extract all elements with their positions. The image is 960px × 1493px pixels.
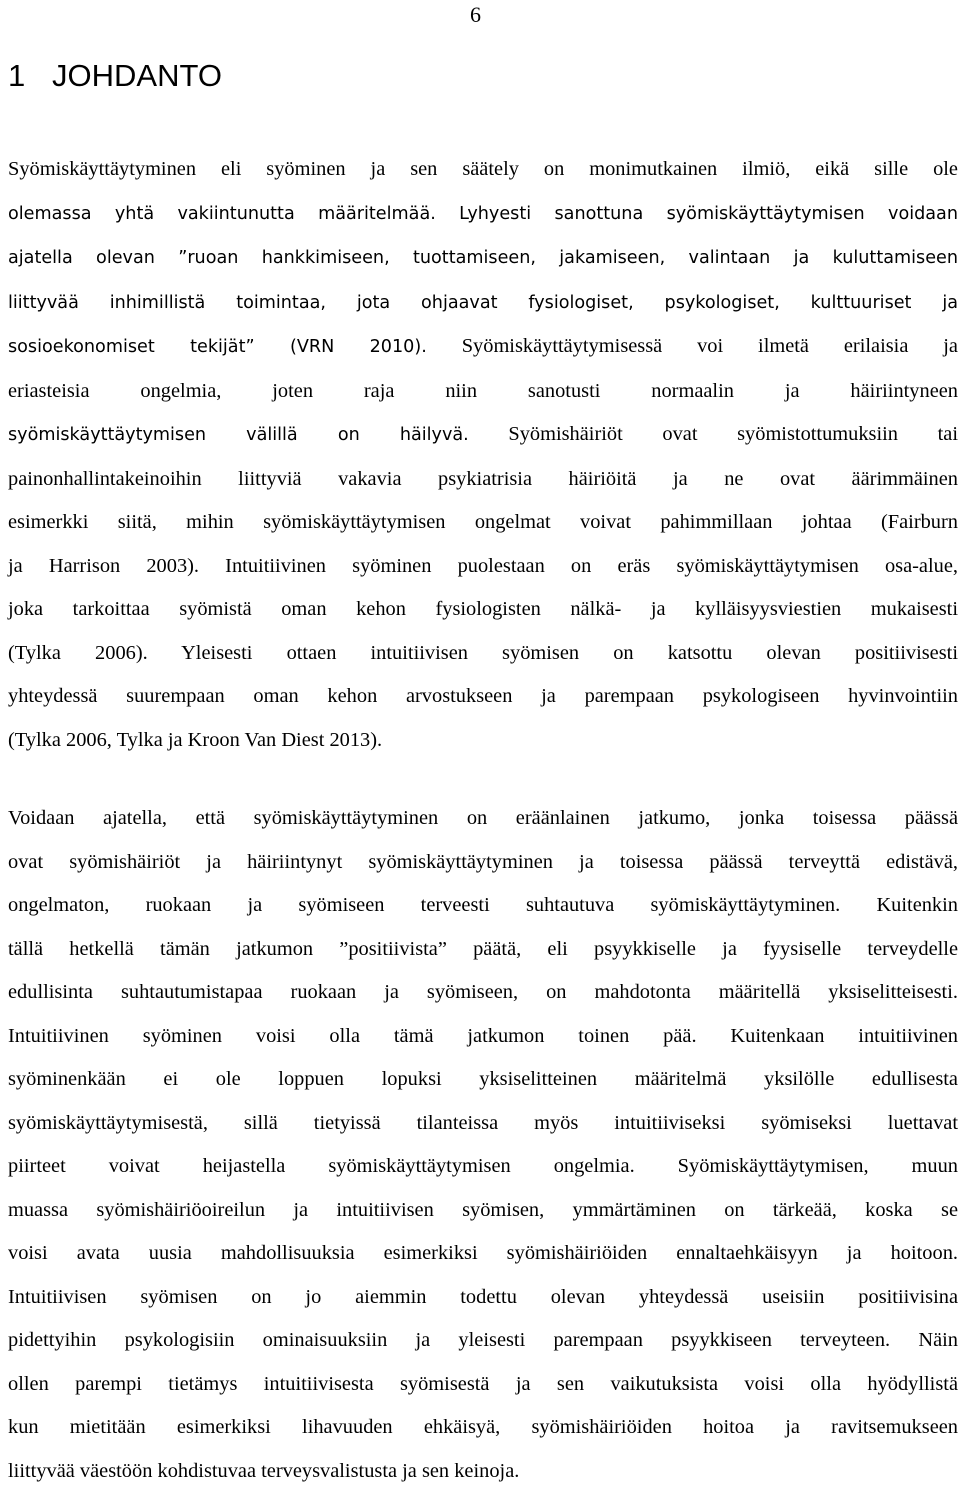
text-line bbox=[8, 588, 958, 632]
text-segment: ovat syömishäiriöt ja häiriintynyt syömiskäyttäytyminen ja toisessa päässä terveyttä edistävä, bbox=[8, 851, 958, 873]
text-line bbox=[8, 841, 958, 885]
text-line bbox=[8, 719, 958, 763]
text-line bbox=[8, 325, 958, 370]
text-segment: Syömiskäyttäytymisessä voi ilmetä erilaisia ja bbox=[427, 335, 958, 357]
text-segment: voisi avata uusia mahdollisuuksia esimerkiksi syömishäiriöiden ennaltaehkäisyyn ja hoitoon. bbox=[8, 1242, 958, 1264]
text-segment: ajatella olevan ”ruoan hankkimiseen, tuottamiseen, jakamiseen, valintaan ja kuluttamiseen bbox=[8, 248, 958, 268]
text-segment: ja Harrison 2003). Intuitiivinen syöminen puolestaan on eräs syömiskäyttäytymisen osa-alue, bbox=[8, 555, 958, 577]
text-segment: Intuitiivisen syömisen on jo aiemmin todettu olevan yhteydessä useisiin positiivisina bbox=[8, 1286, 958, 1308]
text-line bbox=[8, 501, 958, 545]
text-line bbox=[8, 458, 958, 502]
text-segment: esimerkki siitä, mihin syömiskäyttäytymisen ongelmat voivat pahimmillaan johtaa (Fairburn bbox=[8, 511, 958, 533]
text-line bbox=[8, 370, 958, 414]
text-line bbox=[8, 1363, 958, 1407]
text-segment: liittyvää inhimillistä toimintaa, jota ohjaavat fysiologiset, psykologiset, kulttuuriset ja bbox=[8, 293, 958, 313]
text-line bbox=[8, 1145, 958, 1189]
text-segment: joka tarkoittaa syömistä oman kehon fysiologisten nälkä- ja kylläisyysviestien mukaisesti bbox=[8, 598, 958, 620]
text-line bbox=[8, 1450, 958, 1493]
text-segment: Syömiskäyttäytyminen eli syöminen ja sen säätely on monimutkainen ilmiö, eikä sille ole bbox=[8, 158, 958, 180]
text-segment: ollen parempi tietämys intuitiivisesta syömisestä ja sen vaikutuksista voisi olla hyödyllistä bbox=[8, 1373, 958, 1395]
text-line bbox=[8, 797, 958, 841]
text-line bbox=[8, 1232, 958, 1276]
text-line bbox=[8, 148, 958, 192]
text-line bbox=[8, 928, 958, 972]
text-segment: syömiskäyttäytymisestä, sillä tietyissä tilanteissa myös intuitiiviseksi syömiseksi luettavat bbox=[8, 1112, 958, 1134]
text-segment: Intuitiivinen syöminen voisi olla tämä jatkumon toinen pää. Kuitenkaan intuitiivinen bbox=[8, 1025, 958, 1047]
text-segment: olemassa yhtä vakiintunutta määritelmää. Lyhyesti sanottuna syömiskäyttäytymisen voidaan bbox=[8, 204, 958, 224]
paragraph-1 bbox=[8, 148, 958, 762]
text-line bbox=[8, 281, 958, 326]
text-line bbox=[8, 884, 958, 928]
text-segment: pidettyihin psykologisiin ominaisuuksiin ja yleisesti parempaan psyykkiseen terveyteen. Näin bbox=[8, 1329, 958, 1351]
text-segment: sosioekonomiset tekijät” (VRN 2010). bbox=[8, 337, 427, 357]
text-segment: kun mietitään esimerkiksi lihavuuden ehkäisyä, syömishäiriöiden hoitoa ja ravitsemukseen bbox=[8, 1416, 958, 1438]
text-line bbox=[8, 1058, 958, 1102]
page-number: 6 bbox=[470, 2, 481, 28]
chapter-title: JOHDANTO bbox=[52, 58, 222, 93]
text-line bbox=[8, 1015, 958, 1059]
text-segment: syömiskäyttäytymisen välillä on häilyvä. bbox=[8, 425, 469, 445]
text-segment: painonhallintakeinoihin liittyviä vakavia psykiatrisia häiriöitä ja ne ovat äärimmäinen bbox=[8, 468, 958, 490]
text-segment: liittyvää väestöön kohdistuvaa terveysvalistusta ja sen keinoja. bbox=[8, 1460, 519, 1482]
text-line bbox=[8, 236, 958, 281]
text-line bbox=[8, 971, 958, 1015]
chapter-heading bbox=[8, 56, 222, 96]
paragraph-2 bbox=[8, 797, 958, 1493]
chapter-number: 1 bbox=[8, 56, 52, 96]
text-line bbox=[8, 1102, 958, 1146]
text-segment: (Tylka 2006, Tylka ja Kroon Van Diest 2013). bbox=[8, 729, 382, 751]
text-segment: ongelmaton, ruokaan ja syömiseen terveesti suhtautuva syömiskäyttäytyminen. Kuitenkin bbox=[8, 894, 958, 916]
text-line bbox=[8, 1319, 958, 1363]
text-segment: eriasteisia ongelmia, joten raja niin sanotusti normaalin ja häiriintyneen bbox=[8, 380, 958, 402]
text-segment: Voidaan ajatella, että syömiskäyttäytyminen on eräänlainen jatkumo, jonka toisessa päässä bbox=[8, 807, 958, 829]
text-segment: edullisinta suhtautumistapaa ruokaan ja syömiseen, on mahdotonta määritellä yksiselitteisesti. bbox=[8, 981, 958, 1003]
text-segment: (Tylka 2006). Yleisesti ottaen intuitiivisen syömisen on katsottu olevan positiivisesti bbox=[8, 642, 958, 664]
text-line bbox=[8, 632, 958, 676]
text-segment: muassa syömishäiriöoireilun ja intuitiivisen syömisen, ymmärtäminen on tärkeää, koska se bbox=[8, 1199, 958, 1221]
text-line bbox=[8, 1276, 958, 1320]
text-line bbox=[8, 413, 958, 458]
text-segment: piirteet voivat heijastella syömiskäyttäytymisen ongelmia. Syömiskäyttäytymisen, muun bbox=[8, 1155, 958, 1177]
text-line bbox=[8, 675, 958, 719]
text-segment: yhteydessä suurempaan oman kehon arvostukseen ja parempaan psykologiseen hyvinvointiin bbox=[8, 685, 958, 707]
text-line bbox=[8, 1406, 958, 1450]
text-segment: tällä hetkellä tämän jatkumon ”positiivista” päätä, eli psyykkiselle ja fyysiselle terveydelle bbox=[8, 938, 958, 960]
text-line bbox=[8, 192, 958, 237]
text-line bbox=[8, 545, 958, 589]
text-segment: syöminenkään ei ole loppuen lopuksi yksiselitteinen määritelmä yksilölle edullisesta bbox=[8, 1068, 958, 1090]
text-segment: Syömishäiriöt ovat syömistottumuksiin tai bbox=[469, 423, 958, 445]
text-line bbox=[8, 1189, 958, 1233]
